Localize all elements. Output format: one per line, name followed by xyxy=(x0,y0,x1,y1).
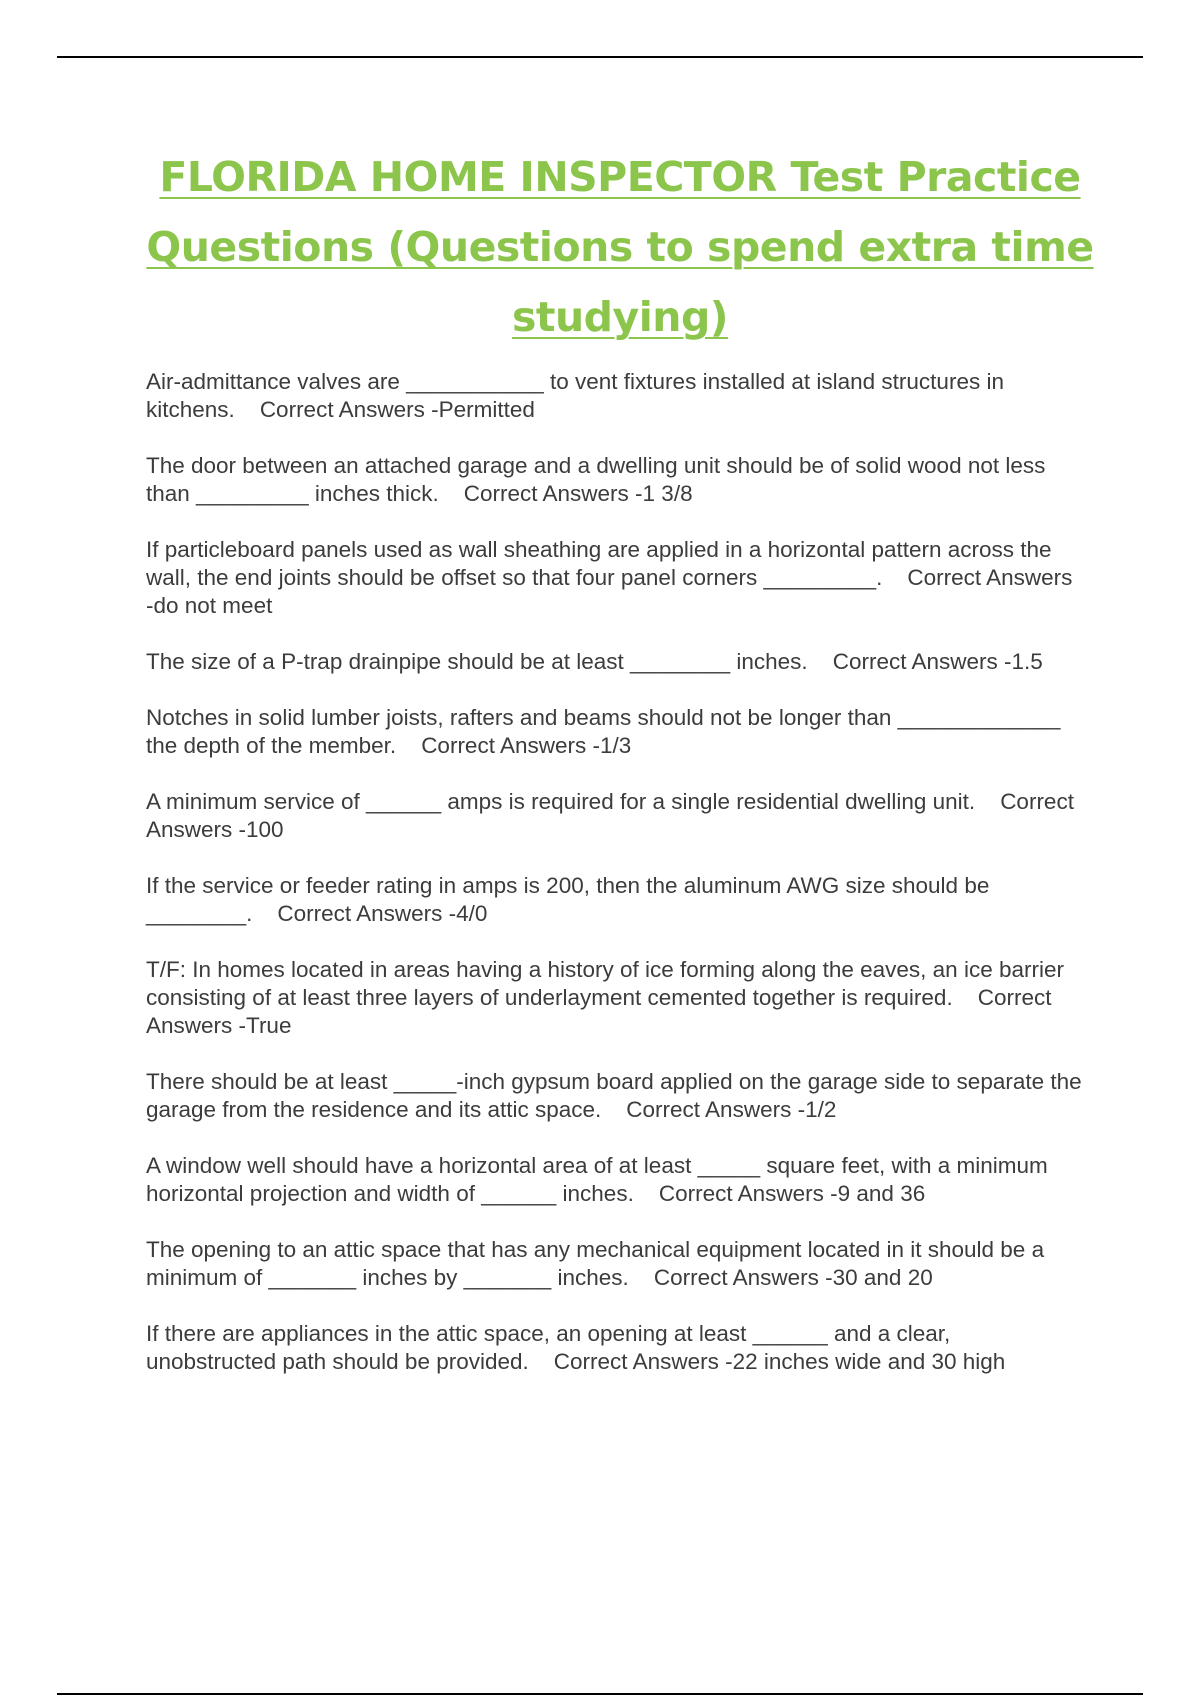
question-text: The door between an attached garage and a dwelling unit should be of solid wood not less than _________ inches thick. xyxy=(146,453,1046,506)
answer-label: Correct Answers - xyxy=(146,565,1073,618)
title-line-2: Questions (Questions to spend extra time xyxy=(146,223,1094,271)
question-item xyxy=(146,1236,1086,1292)
answer-text: do not meet xyxy=(153,593,273,618)
question-text: A minimum service of ______ amps is required for a single residential dwelling unit. xyxy=(146,789,976,814)
question-item xyxy=(146,956,1086,1040)
question-item xyxy=(146,1068,1086,1124)
answer-text: 1/2 xyxy=(805,1097,837,1122)
answer-text: 30 and 20 xyxy=(832,1265,933,1290)
answer-text: Permitted xyxy=(438,397,535,422)
answer-label: Correct Answers - xyxy=(146,789,1074,842)
question-text: If there are appliances in the attic space, an opening at least ______ and a clear, unobstructed path should be provided. xyxy=(146,1321,951,1374)
answer-label: Correct Answers - xyxy=(553,1349,733,1374)
question-text: There should be at least _____-inch gypsum board applied on the garage side to separate the garage from the residence and its attic space. xyxy=(146,1069,1082,1122)
answer-text: 1/3 xyxy=(599,733,632,758)
question-text: Air-admittance valves are ___________ to vent fixtures installed at island structures in kitchens. xyxy=(146,369,1004,422)
title-line-3: studying) xyxy=(511,293,729,341)
answer-text: 100 xyxy=(246,817,284,842)
question-item xyxy=(146,1152,1086,1208)
question-item xyxy=(146,452,1086,508)
answer-text: 1.5 xyxy=(1011,649,1043,674)
title-line-1: FLORIDA HOME INSPECTOR Test Practice xyxy=(159,153,1081,201)
answer-text: 1 3/8 xyxy=(642,481,693,506)
answer-label: Correct Answers - xyxy=(658,1181,838,1206)
answer-label: Correct Answers - xyxy=(626,1097,806,1122)
answer-text: 22 inches wide and 30 high xyxy=(732,1349,1006,1374)
answer-label: Correct Answers - xyxy=(653,1265,833,1290)
question-item xyxy=(146,536,1086,620)
question-text: The opening to an attic space that has any mechanical equipment located in it should be a minimum of _______ inches by _______ inches. xyxy=(146,1237,1045,1290)
answer-label: Correct Answers - xyxy=(421,733,600,758)
question-item xyxy=(146,648,1086,676)
question-item xyxy=(146,872,1086,928)
answer-label: Correct Answers - xyxy=(832,649,1012,674)
answer-label: Correct Answers - xyxy=(277,901,457,926)
document-title xyxy=(140,142,1100,352)
answer-text: 9 and 36 xyxy=(837,1181,926,1206)
answer-label: Correct Answers - xyxy=(259,397,439,422)
question-text: If particleboard panels used as wall sheathing are applied in a horizontal pattern across the wall, the end joints should be offset so that four panel corners _________. xyxy=(146,537,1052,590)
top-rule xyxy=(57,56,1143,58)
question-text: If the service or feeder rating in amps is 200, then the aluminum AWG size should be ________. xyxy=(146,873,990,926)
question-item xyxy=(146,788,1086,844)
question-item xyxy=(146,368,1086,424)
answer-label: Correct Answers - xyxy=(146,985,1052,1038)
question-list xyxy=(146,368,1086,1404)
question-item xyxy=(146,1320,1086,1376)
answer-label: Correct Answers - xyxy=(463,481,643,506)
bottom-rule xyxy=(57,1693,1143,1695)
answer-text: True xyxy=(246,1013,292,1038)
question-text: The size of a P-trap drainpipe should be at least ________ inches. xyxy=(146,649,808,674)
question-item xyxy=(146,704,1086,760)
question-text: A window well should have a horizontal area of at least _____ square feet, with a minimum horizontal projection and width of ______ inches. xyxy=(146,1153,1048,1206)
answer-text: 4/0 xyxy=(456,901,488,926)
question-text: Notches in solid lumber joists, rafters and beams should not be longer than _____________ the depth of the member. xyxy=(146,705,1061,758)
question-text: T/F: In homes located in areas having a history of ice forming along the eaves, an ice barrier consisting of at least three layers of underlayment cemented together is required. xyxy=(146,957,1064,1010)
